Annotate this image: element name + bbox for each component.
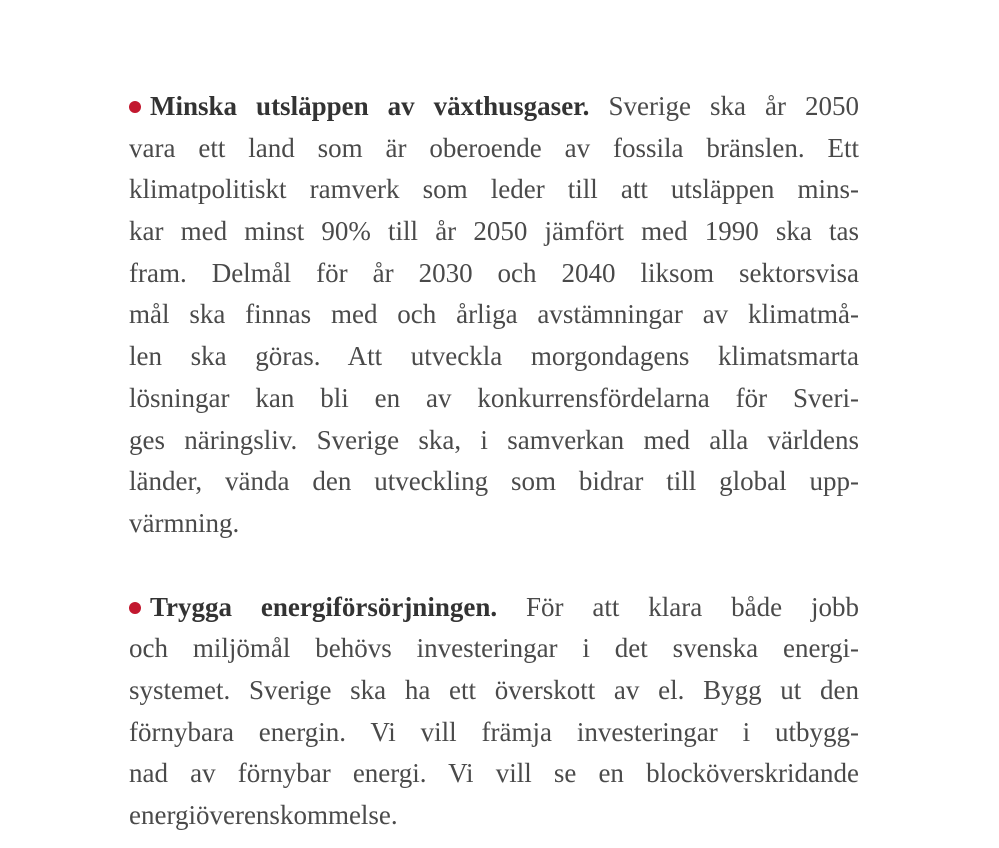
text-line: och miljömål behövs investeringar i det svenska energi- — [129, 633, 859, 664]
bullet-lead: Trygga energiförsörjningen. — [150, 591, 498, 622]
line-text: Sverige ska år 2050 — [589, 91, 859, 121]
bullet-item-energy — [129, 587, 859, 837]
text-line — [129, 86, 859, 128]
text-line: len ska göras. Att utveckla morgondagens klimatsmarta — [129, 341, 859, 372]
line-text: För att klara både jobb — [497, 591, 859, 622]
text-line: ges näringsliv. Sverige ska, i samverkan med alla världens — [129, 424, 859, 455]
text-line: värmning. — [129, 507, 240, 538]
text-line: fram. Delmål för år 2030 och 2040 liksom sektorsvisa — [129, 257, 859, 288]
bullet-item-climate — [129, 86, 859, 545]
text-line: klimatpolitiskt ramverk som leder till att utsläppen mins- — [129, 174, 859, 205]
bullet-icon — [129, 101, 141, 113]
text-line: lösningar kan bli en av konkurrensfördelarna för Sveri- — [129, 382, 859, 413]
text-line: mål ska finnas med och årliga avstämningar av klimatmå- — [129, 299, 859, 330]
text-line: energiöverenskommelse. — [129, 800, 398, 830]
text-line: länder, vända den utveckling som bidrar till global upp- — [129, 466, 859, 497]
text-line: förnybara energin. Vi vill främja investeringar i utbygg- — [129, 716, 859, 747]
bullet-icon — [129, 602, 141, 614]
text-line: kar med minst 90% till år 2050 jämfört med 1990 ska tas — [129, 216, 859, 247]
text-line: vara ett land som är oberoende av fossila bränslen. Ett — [129, 132, 859, 163]
text-line — [129, 587, 859, 629]
text-line: nad av förnybar energi. Vi vill se en blocköverskridande — [129, 758, 859, 789]
bullet-lead: Minska utsläppen av växthusgaser. — [150, 91, 590, 121]
text-line: systemet. Sverige ska ha ett överskott av el. Bygg ut den — [129, 674, 859, 705]
